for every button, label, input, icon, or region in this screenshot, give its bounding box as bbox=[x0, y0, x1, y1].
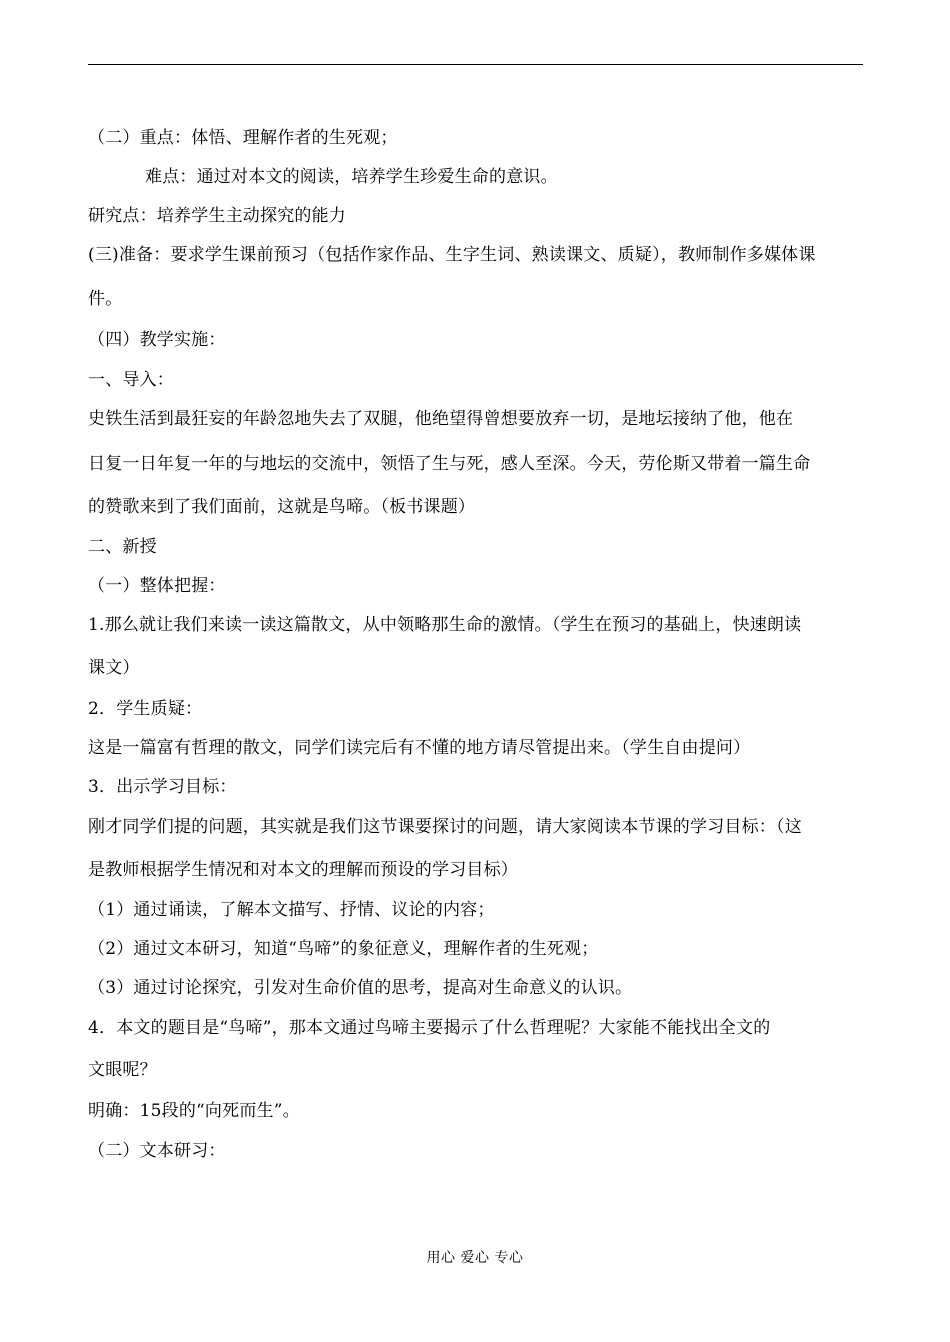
page-footer: 用心 爱心 专心 bbox=[426, 1250, 524, 1266]
text-line: 1.那么就让我们来读一读这篇散文，从中领略那生命的激情。（学生在预习的基础上，快速朗读 bbox=[88, 615, 802, 635]
text-line: 的赞歌来到了我们面前，这就是鸟啼。（板书课题） bbox=[88, 497, 476, 517]
text-line: 4．本文的题目是“鸟啼”，那本文通过鸟啼主要揭示了什么哲理呢？大家能不能找出全文的 bbox=[88, 1018, 771, 1038]
text-line: （3）通过讨论探究，引发对生命价值的思考，提高对生命意义的认识。 bbox=[88, 978, 633, 998]
text-line: （1）通过诵读，了解本文描写、抒情、议论的内容； bbox=[88, 900, 495, 920]
text-line: 二、新授 bbox=[88, 537, 157, 557]
text-line: （二）重点：体悟、理解作者的生死观； bbox=[88, 128, 398, 148]
text-line: 研究点：培养学生主动探究的能力 bbox=[88, 206, 346, 226]
text-line: 明确：15段的“向死而生”。 bbox=[88, 1101, 300, 1121]
text-line: （二）文本研习： bbox=[88, 1141, 226, 1161]
text-line: 2．学生质疑： bbox=[88, 699, 203, 719]
text-line: 刚才同学们提的问题，其实就是我们这节课要探讨的问题，请大家阅读本节课的学习目标：（这 bbox=[88, 817, 802, 837]
text-line: (三)准备：要求学生课前预习（包括作家作品、生字生词、熟读课文、质疑），教师制作多媒体课 bbox=[88, 245, 816, 265]
text-line: 是教师根据学生情况和对本文的理解而预设的学习目标） bbox=[88, 860, 518, 880]
text-line: （四）教学实施： bbox=[88, 330, 226, 350]
text-line: 件。 bbox=[88, 289, 123, 309]
text-line: 难点：通过对本文的阅读，培养学生珍爱生命的意识。 bbox=[145, 167, 558, 187]
text-line: （2）通过文本研习，知道“鸟啼”的象征意义，理解作者的生死观； bbox=[88, 939, 599, 959]
text-line: 文眼呢？ bbox=[88, 1060, 157, 1080]
header-rule bbox=[88, 64, 863, 65]
text-line: 日复一日年复一年的与地坛的交流中，领悟了生与死，感人至深。今天，劳伦斯又带着一篇生命 bbox=[88, 454, 811, 474]
text-line: 课文） bbox=[88, 658, 140, 678]
text-line: 3．出示学习目标： bbox=[88, 777, 237, 797]
text-line: 这是一篇富有哲理的散文，同学们读完后有不懂的地方请尽管提出来。（学生自由提问） bbox=[88, 738, 751, 758]
text-line: 史铁生活到最狂妄的年龄忽地失去了双腿，他绝望得曾想要放弃一切，是地坛接纳了他，他在 bbox=[88, 409, 794, 429]
text-line: （一）整体把握： bbox=[88, 576, 226, 596]
text-line: 一、导入： bbox=[88, 370, 174, 390]
